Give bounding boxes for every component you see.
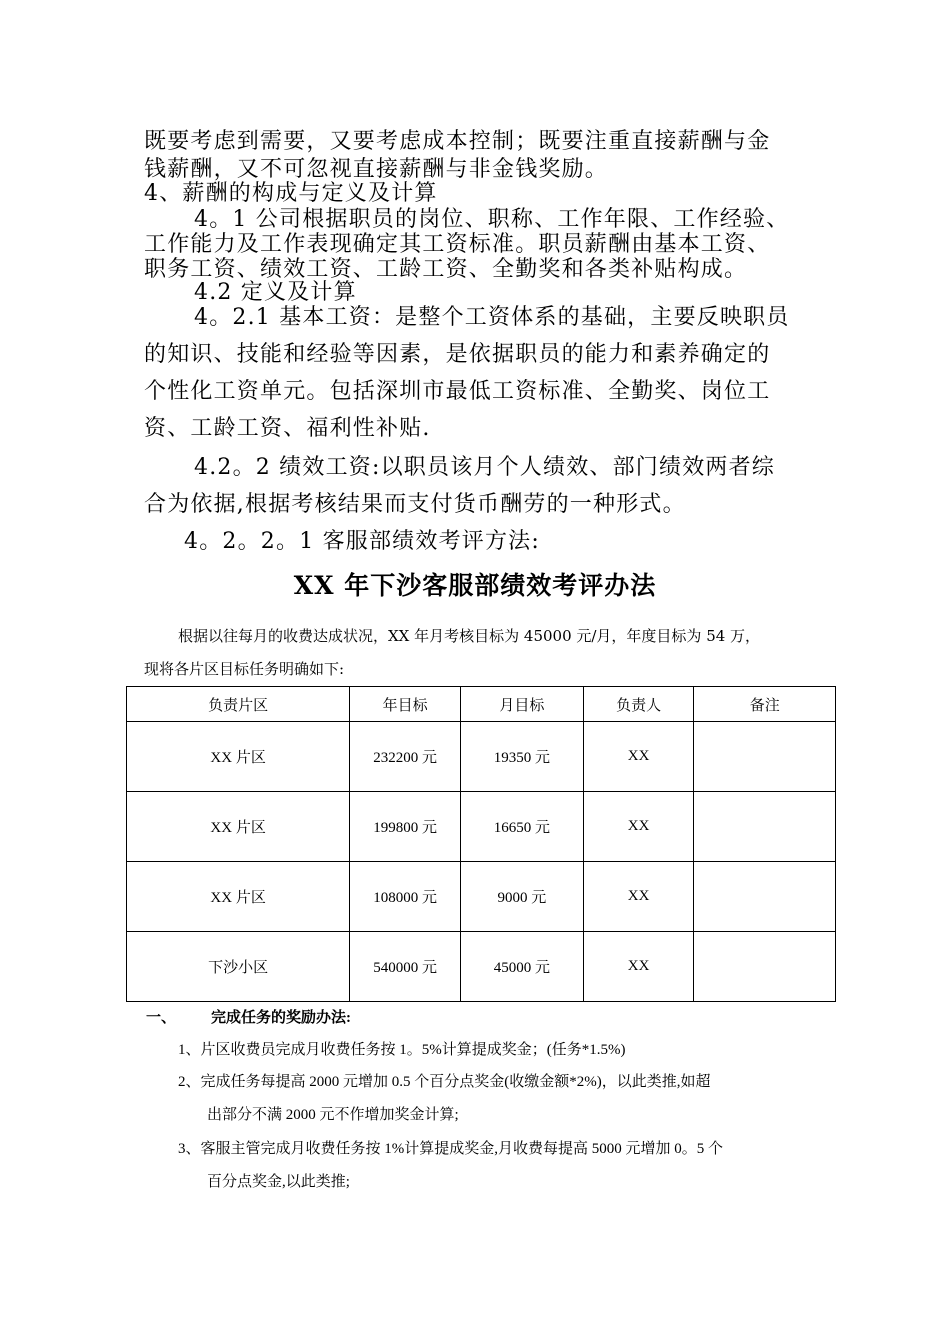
paragraph-line: 钱薪酬，又不可忽视直接薪酬与非金钱奖励。 <box>144 157 609 182</box>
paragraph-line: 合为依据,根据考核结果而支付货币酬劳的一种形式。 <box>144 492 686 517</box>
table-header-cell: 负责片区 <box>127 687 350 722</box>
paragraph-line: 个性化工资单元。包括深圳市最低工资标准、全勤奖、岗位工 <box>144 379 771 404</box>
paragraph-line: 既要考虑到需要，又要考虑成本控制；既要注重直接薪酬与金 <box>144 129 771 154</box>
list-item: 2、完成任务每提高 2000 元增加 0.5 个百分点奖金(收缴金额*2%)，以此类推,如超 <box>178 1074 711 1090</box>
table-cell <box>694 792 836 862</box>
paragraph-line: 的知识、技能和经验等因素，是依据职员的能力和素养确定的 <box>144 342 771 367</box>
paragraph-line: 4。2。2。1 客服部绩效考评方法: <box>184 529 540 554</box>
table-cell: 199800 元 <box>350 792 461 862</box>
intro-line: 根据以往每月的收费达成状况，XX 年月考核目标为 45000 元/月，年度目标为 54 万， <box>178 627 761 645</box>
table-header-row <box>127 687 836 722</box>
table-header-cell: 月目标 <box>461 687 584 722</box>
table-cell: 232200 元 <box>350 722 461 792</box>
paragraph-line: 4。2.1 基本工资：是整个工资体系的基础，主要反映职员 <box>194 305 790 330</box>
subsection-heading-4-2: 4.2 定义及计算 <box>194 280 357 305</box>
intro-line: 现将各片区目标任务明确如下: <box>144 660 345 678</box>
table-cell: XX <box>583 722 694 792</box>
table-cell <box>694 932 836 1002</box>
table-row <box>127 722 836 792</box>
table-cell: 16650 元 <box>461 792 584 862</box>
paragraph-line: 职务工资、绩效工资、工龄工资、全勤奖和各类补贴构成。 <box>144 257 748 282</box>
table-cell: 45000 元 <box>461 932 584 1002</box>
list-item-continuation: 出部分不满 2000 元不作增加奖金计算; <box>207 1107 459 1123</box>
table-header-cell: 负责人 <box>583 687 694 722</box>
table-cell <box>694 722 836 792</box>
paragraph-line: 4。1 公司根据职员的岗位、职称、工作年限、工作经验、 <box>194 207 790 232</box>
table-cell: XX <box>583 862 694 932</box>
table-row <box>127 932 836 1002</box>
paragraph-line: 工作能力及工作表现确定其工资标准。职员薪酬由基本工资、 <box>144 232 771 257</box>
table-cell: 19350 元 <box>461 722 584 792</box>
document-title: XX 年下沙客服部绩效考评办法 <box>293 571 657 600</box>
paragraph-line: 资、工龄工资、福利性补贴. <box>144 416 431 441</box>
section-title: 完成任务的奖励办法: <box>211 1010 351 1026</box>
list-item-continuation: 百分点奖金,以此类推; <box>207 1174 350 1190</box>
table-cell: XX 片区 <box>127 722 350 792</box>
list-item: 3、客服主管完成月收费任务按 1%计算提成奖金,月收费每提高 5000 元增加 0。5 个 <box>178 1141 723 1157</box>
table-cell: 108000 元 <box>350 862 461 932</box>
list-item: 1、片区收费员完成月收费任务按 1。5%计算提成奖金；(任务*1.5%) <box>178 1042 626 1058</box>
table-cell <box>694 862 836 932</box>
table-cell: 540000 元 <box>350 932 461 1002</box>
paragraph-line: 4.2。2 绩效工资:以职员该月个人绩效、部门绩效两者综 <box>194 455 775 480</box>
section-number: 一、 <box>146 1010 177 1026</box>
target-table <box>126 686 836 1002</box>
table-cell: 9000 元 <box>461 862 584 932</box>
table-cell: XX 片区 <box>127 792 350 862</box>
table-cell: 下沙小区 <box>127 932 350 1002</box>
table-row <box>127 792 836 862</box>
section-heading-4: 4、薪酬的构成与定义及计算 <box>144 181 438 206</box>
table-cell: XX 片区 <box>127 862 350 932</box>
table-row <box>127 862 836 932</box>
table-cell: XX <box>583 792 694 862</box>
table-header-cell: 备注 <box>694 687 836 722</box>
table-header-cell: 年目标 <box>350 687 461 722</box>
table-cell: XX <box>583 932 694 1002</box>
